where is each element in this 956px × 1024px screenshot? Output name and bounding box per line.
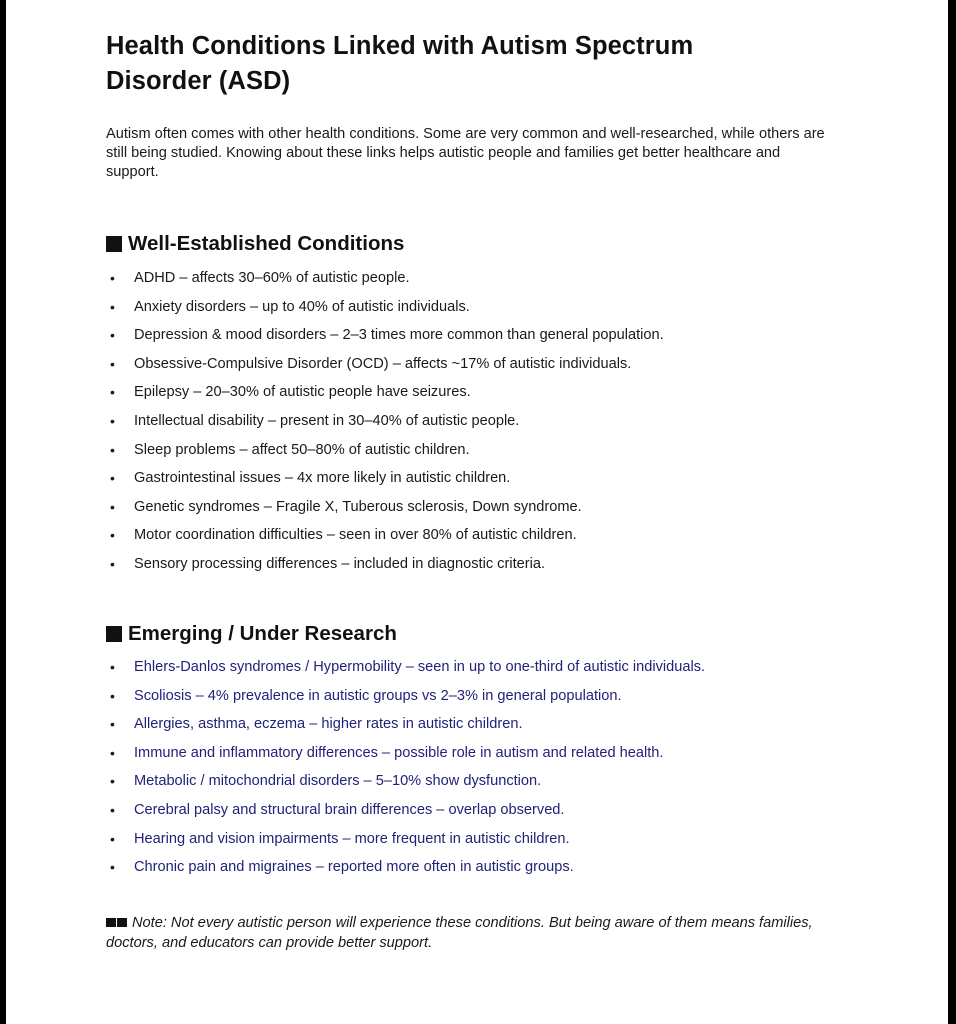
intro-paragraph: Autism often comes with other health conditions. Some are very common and well-researched, while others are still being studied. Knowing about these links helps autistic people and families get better healthcare and support. <box>106 126 825 181</box>
bullet-icon: • <box>110 412 115 429</box>
double-black-square-icon <box>106 913 128 933</box>
list-item <box>106 293 846 322</box>
bullet-icon: • <box>110 498 115 515</box>
list-item <box>106 550 846 579</box>
bullet-icon: • <box>110 716 115 733</box>
bullet-icon: • <box>110 744 115 761</box>
bullet-icon: • <box>110 687 115 704</box>
section-heading-emerging <box>106 621 397 647</box>
bullet-icon: • <box>110 659 115 675</box>
bullet-icon: • <box>110 555 115 572</box>
list-item <box>106 739 846 768</box>
bullet-icon: • <box>110 527 115 544</box>
list-item-text: Epilepsy – 20–30% of autistic people have seizures. <box>134 384 471 401</box>
list-item <box>106 682 846 711</box>
list-item-text: Ehlers-Danlos syndromes / Hypermobility – seen in up to one-third of autistic individuals. <box>134 659 706 675</box>
page-title: Health Conditions Linked with Autism Spectrum Disorder (ASD) <box>106 32 694 95</box>
list-item <box>106 378 846 407</box>
list-item-text: Motor coordination difficulties – seen in over 80% of autistic children. <box>134 527 577 544</box>
well-established-list <box>106 264 846 579</box>
list-item-text: Immune and inflammatory differences – possible role in autism and related health. <box>134 744 664 761</box>
list-item-text: Cerebral palsy and structural brain differences – overlap observed. <box>134 801 565 818</box>
bullet-icon: • <box>110 801 115 818</box>
list-item <box>106 350 846 379</box>
list-item-text: Gastrointestinal issues – 4x more likely in autistic children. <box>134 470 511 487</box>
list-item-text: Anxiety disorders – up to 40% of autistic individuals. <box>134 298 470 315</box>
list-item <box>106 767 846 796</box>
bullet-icon: • <box>110 270 115 286</box>
black-square-icon <box>106 236 122 252</box>
list-item-text: Intellectual disability – present in 30–40% of autistic people. <box>134 412 520 429</box>
list-item-text: ADHD – affects 30–60% of autistic people. <box>134 270 410 286</box>
list-item <box>106 653 846 682</box>
list-item <box>106 710 846 739</box>
bullet-icon: • <box>110 384 115 401</box>
bullet-icon: • <box>110 355 115 372</box>
list-item <box>106 264 846 293</box>
list-item-text: Metabolic / mitochondrial disorders – 5–10% show dysfunction. <box>134 773 542 790</box>
bullet-icon: • <box>110 773 115 790</box>
list-item <box>106 321 846 350</box>
bullet-icon: • <box>110 830 115 847</box>
list-item <box>106 521 846 550</box>
list-item-text: Hearing and vision impairments – more frequent in autistic children. <box>134 830 570 847</box>
list-item <box>106 464 846 493</box>
list-item-text: Genetic syndromes – Fragile X, Tuberous sclerosis, Down syndrome. <box>134 498 582 515</box>
bullet-icon: • <box>110 298 115 315</box>
list-item <box>106 493 846 522</box>
section-heading-label: Well-Established Conditions <box>128 232 405 255</box>
list-item-text: Depression & mood disorders – 2–3 times more common than general population. <box>134 327 664 344</box>
list-item-text: Scoliosis – 4% prevalence in autistic groups vs 2–3% in general population. <box>134 687 622 704</box>
section-heading-label: Emerging / Under Research <box>128 622 397 645</box>
emerging-research-list <box>106 653 846 882</box>
bullet-icon: • <box>110 327 115 344</box>
list-item <box>106 436 846 465</box>
list-item-text: Sleep problems – affect 50–80% of autistic children. <box>134 441 470 458</box>
list-item-text: Sensory processing differences – included in diagnostic criteria. <box>134 555 546 572</box>
list-item <box>106 407 846 436</box>
footnote-text: Note: Not every autistic person will experience these conditions. But being aware of them means families, doctors, and educators can provide better support. <box>106 915 813 951</box>
list-item-text: Allergies, asthma, eczema – higher rates in autistic children. <box>134 716 523 733</box>
footnote <box>106 913 836 953</box>
bullet-icon: • <box>110 441 115 458</box>
list-item-text: Obsessive-Compulsive Disorder (OCD) – affects ~17% of autistic individuals. <box>134 355 632 372</box>
list-item-text: Chronic pain and migraines – reported more often in autistic groups. <box>134 859 574 876</box>
bullet-icon: • <box>110 470 115 487</box>
bullet-icon: • <box>110 859 115 876</box>
list-item <box>106 825 846 854</box>
list-item <box>106 853 846 882</box>
document-page <box>6 0 948 1024</box>
black-square-icon <box>106 626 122 642</box>
section-heading-well-established <box>106 231 404 257</box>
list-item <box>106 796 846 825</box>
